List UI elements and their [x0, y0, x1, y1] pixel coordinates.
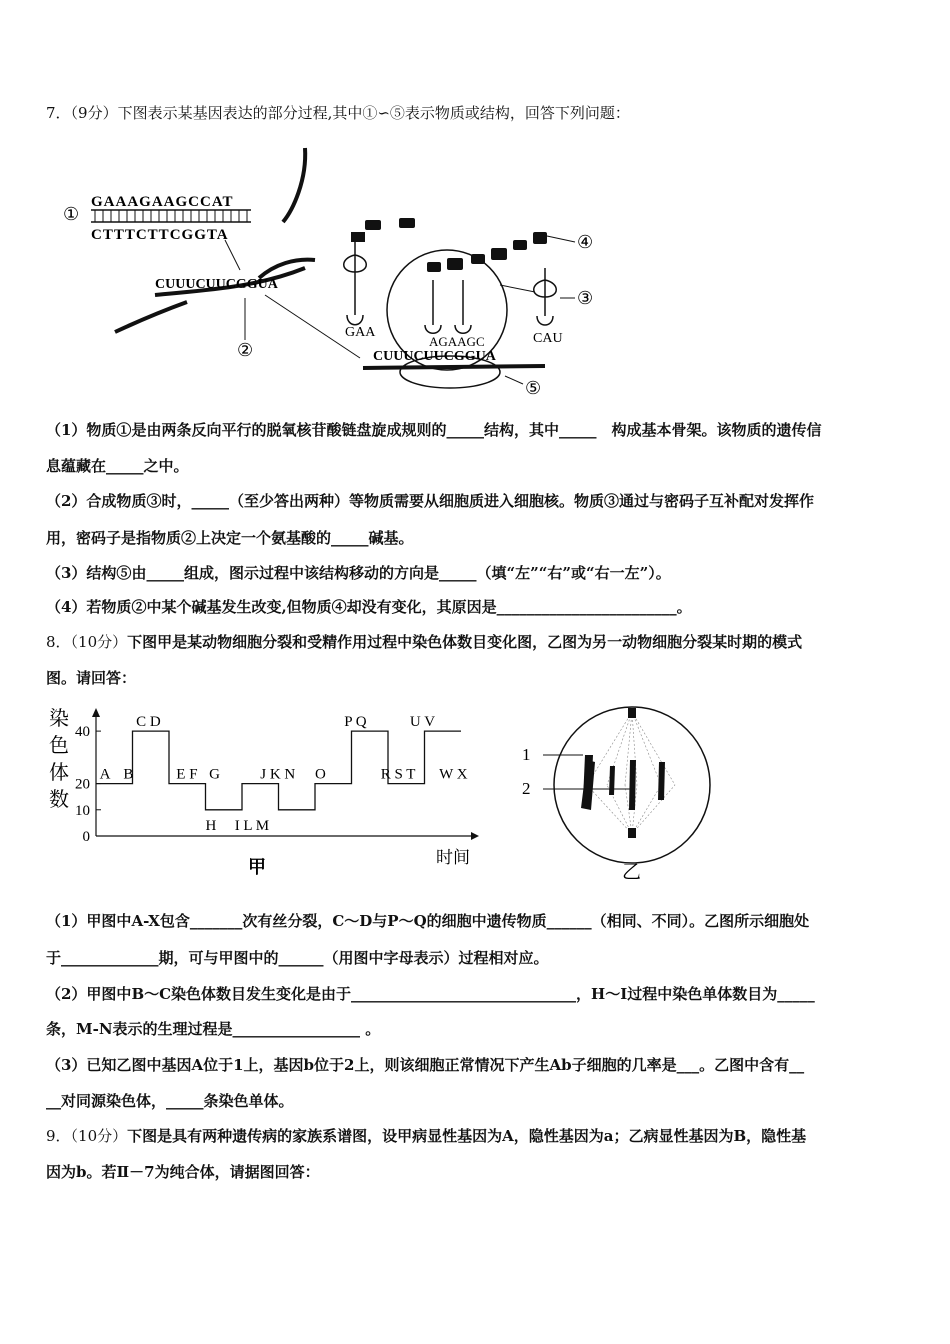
point-labels	[100, 714, 468, 834]
x-axis-arrow	[471, 832, 479, 840]
point-label: I L M	[234, 817, 270, 834]
q7-part4: （4）若物质②中某个碱基发生改变,但物质④却没有变化，其原因是________________________。	[46, 598, 692, 616]
q7-number: 7．	[46, 104, 71, 122]
point-label: G	[209, 766, 220, 783]
anticodon-middle: AGAAGC	[429, 334, 485, 349]
q7-part3: （3）结构⑤由_____组成，图示过程中该结构移动的方向是_____（填“左”“右”或“右一左”）。	[46, 564, 671, 582]
q8-stem-line2: 图。请回答：	[46, 669, 137, 687]
chromosomes	[581, 755, 665, 810]
q8-number: 8．	[46, 633, 71, 651]
polypeptide-chain	[365, 218, 547, 272]
chart-title: 甲	[248, 857, 266, 877]
point-label: P Q	[344, 714, 367, 731]
q9-stem-line2: 因为b。若Ⅱ－7为纯合体，请据图回答：	[46, 1163, 320, 1181]
q8-part3-line1: （3）已知乙图中基因A位于1上，基因b位于2上，则该细胞正常情况下产生Ab子细胞的几率是___。乙图中含有__	[46, 1056, 805, 1074]
q8-stem-text: 下图甲是某动物细胞分裂和受精作用过程中染色体数目变化图，乙图为另一动物细胞分裂某时期的模式	[127, 633, 803, 651]
q8-part1-line2: 于_____________期，可与甲图中的______（用图中字母表示）过程相对应。	[46, 949, 549, 967]
q7-part1-line1: （1）物质①是由两条反向平行的脱氧核苷酸链盘旋成规则的_____结构，其中_____ 构成基本骨架。该物质的遗传信	[46, 421, 822, 439]
gene-expression-figure	[55, 140, 615, 405]
trna-middle	[425, 280, 471, 333]
q8-part3-line2: __对同源染色体，_____条染色单体。	[46, 1092, 294, 1110]
point-label: H	[205, 817, 217, 834]
q8-part2-line2: 条，M-N表示的生理过程是_________________ 。	[46, 1020, 381, 1038]
mrna-strand-right	[363, 366, 545, 368]
q9-stem-text: 下图是具有两种遗传病的家族系谱图，设甲病显性基因为A，隐性基因为a；乙病显性基因为B，隐性基	[127, 1127, 807, 1145]
chromosome-marker-2: 2	[522, 779, 531, 798]
amino-acid-left	[351, 232, 365, 242]
y-tick-label: 20	[75, 776, 90, 793]
q7-part2-line2: 用，密码子是指物质②上决定一个氨基酸的_____碱基。	[46, 529, 414, 547]
x-axis-label: 时间	[436, 848, 470, 867]
y-axis-label-char: 染	[49, 708, 69, 730]
dna-strand-lower	[115, 302, 187, 332]
dna-top-strand: GAAAGAAGCCAT	[91, 194, 234, 210]
arrow-dna-to-mrna	[225, 240, 240, 270]
chromosome-marker-1: 1	[522, 745, 531, 764]
chromosome-number-chart	[46, 703, 486, 883]
y-axis-label-char: 色	[49, 735, 69, 757]
marker-2: ②	[237, 340, 254, 360]
point-label: B	[123, 766, 134, 783]
q8-part1-line1: （1）甲图中A-X包含_______次有丝分裂，C～D与P～Q的细胞中遗传物质______（相同、不同）。乙图所示细胞处	[46, 912, 810, 930]
trna-arrow	[500, 285, 535, 292]
y-ticks	[75, 724, 101, 845]
anticodon-left: GAA	[345, 325, 376, 340]
y-tick-label: 0	[82, 829, 90, 845]
marker-3: ③	[577, 288, 594, 308]
y-tick-label: 40	[75, 724, 90, 741]
q7-score: （9分）	[70, 104, 118, 122]
q9-number: 9．	[46, 1127, 71, 1145]
cell-label: 乙	[622, 862, 642, 883]
point-label: A	[99, 766, 111, 783]
cell-division-figure	[515, 700, 715, 885]
point-label: W X	[439, 766, 468, 783]
point-label: E F	[176, 766, 198, 783]
y-axis-label-char: 体	[49, 762, 69, 784]
y-tick-label: 10	[75, 802, 90, 819]
q8-stem-line1	[46, 632, 908, 652]
marker-5: ⑤	[525, 378, 542, 398]
y-axis-arrow	[92, 708, 100, 717]
dna-bottom-strand: CTTTCTTCGGTA	[91, 227, 229, 243]
point-label: C D	[136, 714, 161, 731]
dna-base-pairs	[95, 210, 247, 222]
point-label: J K N	[260, 766, 296, 783]
q8-score: （10分）	[70, 633, 128, 651]
q7-part2-line1: （2）合成物质③时，_____（至少答出两种）等物质需要从细胞质进入细胞核。物质③通过与密码子互补配对发挥作	[46, 492, 814, 510]
trna-right	[534, 268, 557, 325]
q7-part1-line2: 息蕴藏在_____之中。	[46, 457, 189, 475]
trna-left	[344, 238, 367, 325]
q7-stem-text: 下图表示某基因表达的部分过程,其中①∽⑤表示物质或结构，回答下列问题：	[117, 104, 630, 122]
q8-part2-line1: （2）甲图中B～C染色体数目发生变化是由于______________________________，H～I过程中染色单体数目为_____	[46, 985, 815, 1003]
marker-1: ①	[63, 204, 80, 224]
point-label: O	[315, 766, 326, 783]
y-axis-label	[49, 707, 69, 811]
pointer-4	[547, 236, 575, 242]
pointer-5	[505, 376, 523, 384]
y-axis-label-char: 数	[49, 789, 69, 811]
mrna-left-seq: CUUUCUUCGGUA	[155, 277, 278, 292]
q7-stem	[46, 103, 908, 123]
point-label: R S T	[380, 766, 416, 783]
q9-stem-line1	[46, 1126, 908, 1146]
mrna-right-seq: CUUUCUUCGGUA	[373, 349, 496, 364]
anticodon-right: CAU	[533, 331, 563, 346]
point-label: U V	[409, 714, 436, 731]
q9-score: （10分）	[70, 1127, 128, 1145]
marker-4: ④	[577, 232, 594, 252]
dna-strand-top-tail	[283, 148, 305, 222]
